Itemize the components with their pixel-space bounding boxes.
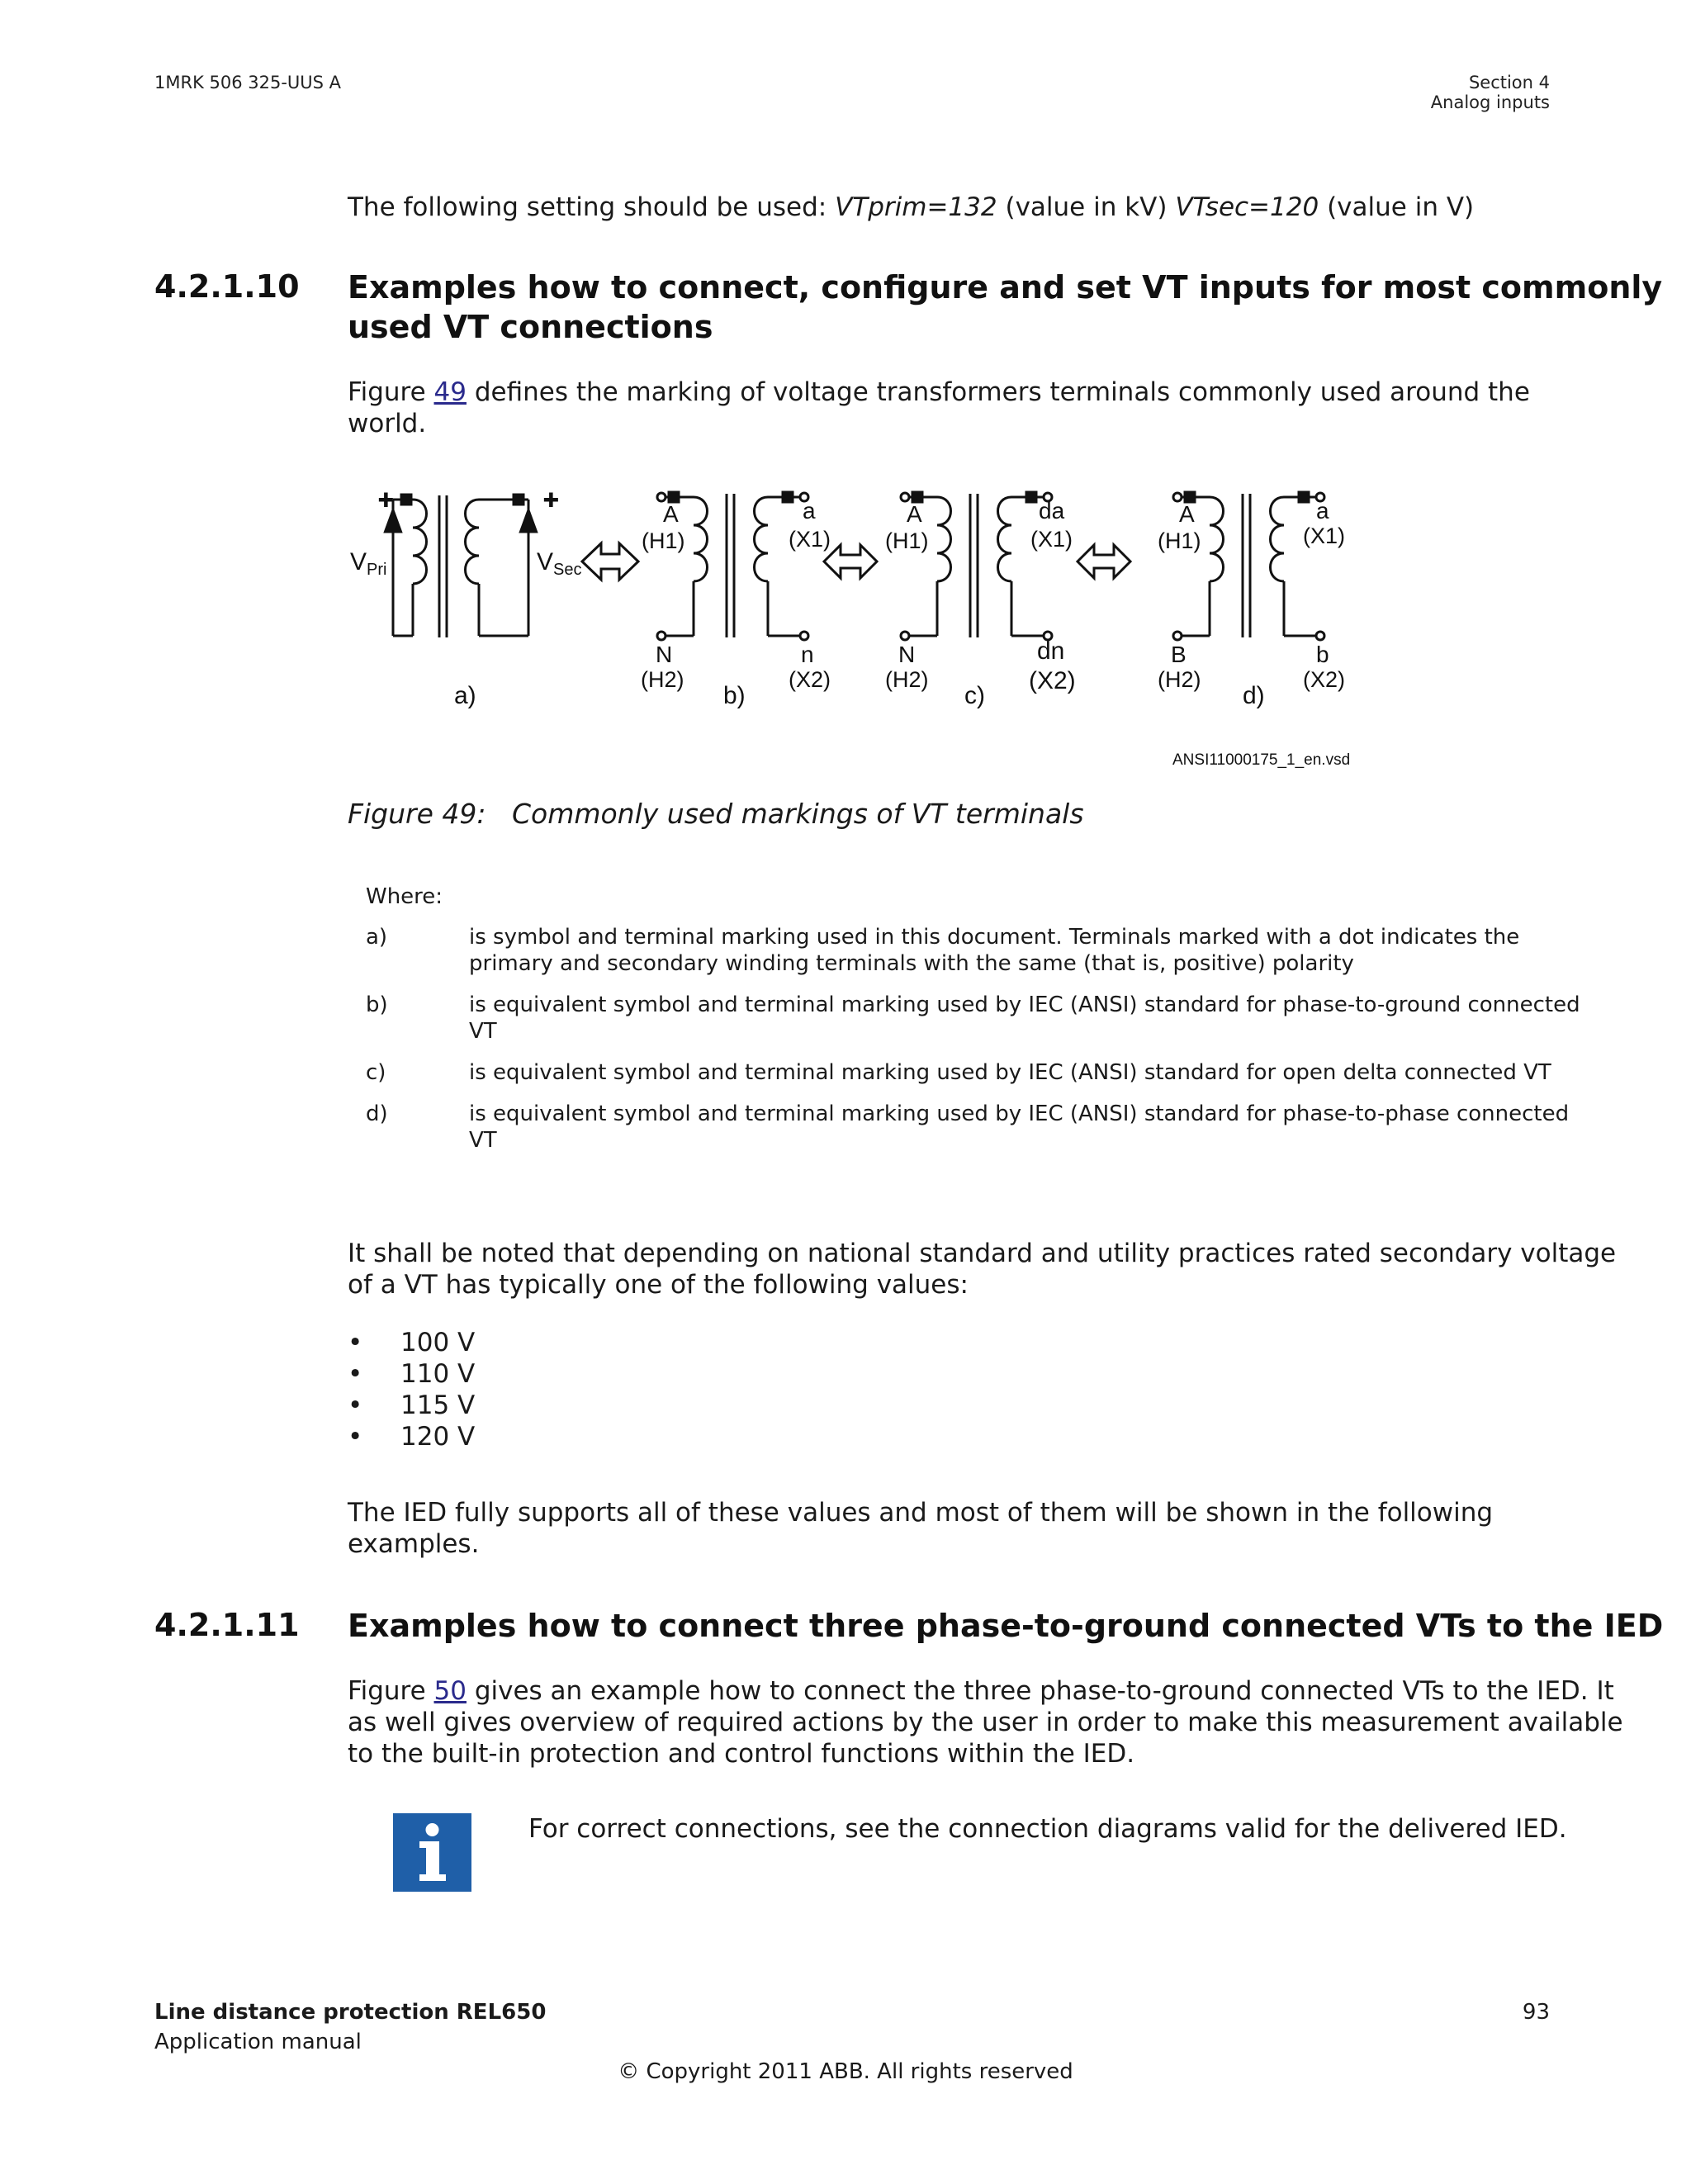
where-desc-d: is equivalent symbol and terminal marking used by IEC (ANSI) standard for phase-to-phase connected VT [469, 1101, 1570, 1153]
section-heading: Examples how to connect, configure and set VT inputs for most commonly used VT connections [348, 269, 1663, 345]
svg-text:a: a [803, 498, 816, 523]
figure-49-caption: Figure 49: Commonly used markings of VT terminals [348, 798, 1084, 830]
svg-text:(H1): (H1) [1158, 528, 1201, 553]
supports-paragraph: The IED fully supports all of these values and most of them will be shown in the following examples. [348, 1498, 1494, 1559]
svg-text:(X1): (X1) [1030, 527, 1073, 552]
section-title: Analog inputs [1430, 92, 1550, 112]
vpri-label: $V_{Pri}$ [350, 548, 387, 579]
section-number: 4.2.1.10 [154, 268, 300, 305]
copyright: © Copyright 2011 ABB. All rights reserved [618, 2059, 1073, 2084]
where-key-b: b) [366, 993, 388, 1017]
svg-text:a): a) [454, 682, 476, 709]
svg-text:(H2): (H2) [885, 667, 929, 692]
list-item: • 100 V [348, 1328, 476, 1357]
svg-text:N: N [898, 642, 916, 667]
footer-product: Line distance protection REL650 [154, 2000, 547, 2025]
svg-text:B: B [1171, 642, 1187, 667]
where-desc-b: is equivalent symbol and terminal marking used by IEC (ANSI) standard for phase-to-ground connected VT [469, 993, 1580, 1044]
svg-text:b): b) [723, 682, 746, 709]
figure-49-diagram [339, 479, 1395, 776]
where-key-a: a) [366, 925, 388, 950]
values-list [348, 1327, 475, 1452]
svg-text:(X2): (X2) [1029, 667, 1076, 694]
page-number: 93 [1522, 2000, 1550, 2025]
svg-text:A: A [663, 501, 679, 527]
noted-paragraph: It shall be noted that depending on national standard and utility practices rated secondary voltage of a VT has typically one of the following values: [348, 1239, 1617, 1300]
footer-manual: Application manual [154, 2030, 362, 2054]
figure-49-link[interactable]: 49 [433, 377, 467, 407]
section-number-11: 4.2.1.11 [154, 1607, 300, 1643]
svg-text:+: + [378, 485, 394, 514]
note-text: For correct connections, see the connection diagrams valid for the delivered IED. [528, 1814, 1567, 1844]
svg-text:d): d) [1243, 682, 1265, 709]
svg-text:(X2): (X2) [1303, 667, 1346, 692]
doc-id: 1MRK 506 325-UUS A [154, 73, 342, 92]
svg-text:a: a [1316, 498, 1329, 523]
list-item: • 120 V [348, 1422, 476, 1452]
svg-text:(X2): (X2) [789, 667, 831, 692]
figure-50-paragraph: Figure 50 gives an example how to connect the three phase-to-ground connected VTs to the IED. It as well gives overview of required actions by the user in order to make this measurement available to the built-in protection and control functions within the IED. [348, 1676, 1623, 1769]
svg-text:N: N [656, 642, 673, 667]
svg-text:n: n [801, 642, 814, 667]
info-icon [393, 1813, 471, 1892]
svg-text:A: A [907, 501, 922, 527]
section-label: Section 4 [1468, 73, 1550, 92]
svg-text:da: da [1039, 498, 1065, 523]
figure-file-name: ANSI11000175_1_en.vsd [1172, 751, 1351, 769]
list-item: • 110 V [348, 1359, 476, 1389]
section-heading-11: Examples how to connect three phase-to-ground connected VTs to the IED [348, 1608, 1664, 1644]
svg-text:(H2): (H2) [1158, 667, 1201, 692]
svg-text:+: + [543, 485, 559, 514]
svg-text:(H2): (H2) [641, 667, 684, 692]
setting-line: The following setting should be used: VTprim=132 (value in kV) VTsec=120 (value in V) [348, 192, 1475, 222]
where-title: Where: [366, 884, 443, 909]
svg-text:(H1): (H1) [885, 528, 929, 553]
where-key-c: c) [366, 1060, 386, 1085]
svg-text:c): c) [964, 682, 985, 709]
figure-50-link[interactable]: 50 [433, 1676, 467, 1706]
svg-text:b: b [1316, 642, 1329, 667]
svg-text:A: A [1179, 501, 1195, 527]
list-item: • 115 V [348, 1390, 476, 1420]
svg-text:(H1): (H1) [642, 528, 685, 553]
vsec-label: $V_{Sec}$ [537, 548, 582, 579]
svg-text:(X1): (X1) [1303, 523, 1346, 548]
svg-text:dn: dn [1037, 637, 1065, 665]
where-key-d: d) [366, 1101, 388, 1126]
where-desc-c: is equivalent symbol and terminal marking used by IEC (ANSI) standard for open delta connected VT [469, 1060, 1551, 1085]
intro-paragraph: Figure 49 defines the marking of voltage transformers terminals commonly used around the world. [348, 377, 1530, 438]
where-desc-a: is symbol and terminal marking used in this document. Terminals marked with a dot indicates the primary and secondary winding terminals with the same (that is, positive) polarity [469, 925, 1520, 976]
svg-text:(X1): (X1) [789, 527, 831, 552]
